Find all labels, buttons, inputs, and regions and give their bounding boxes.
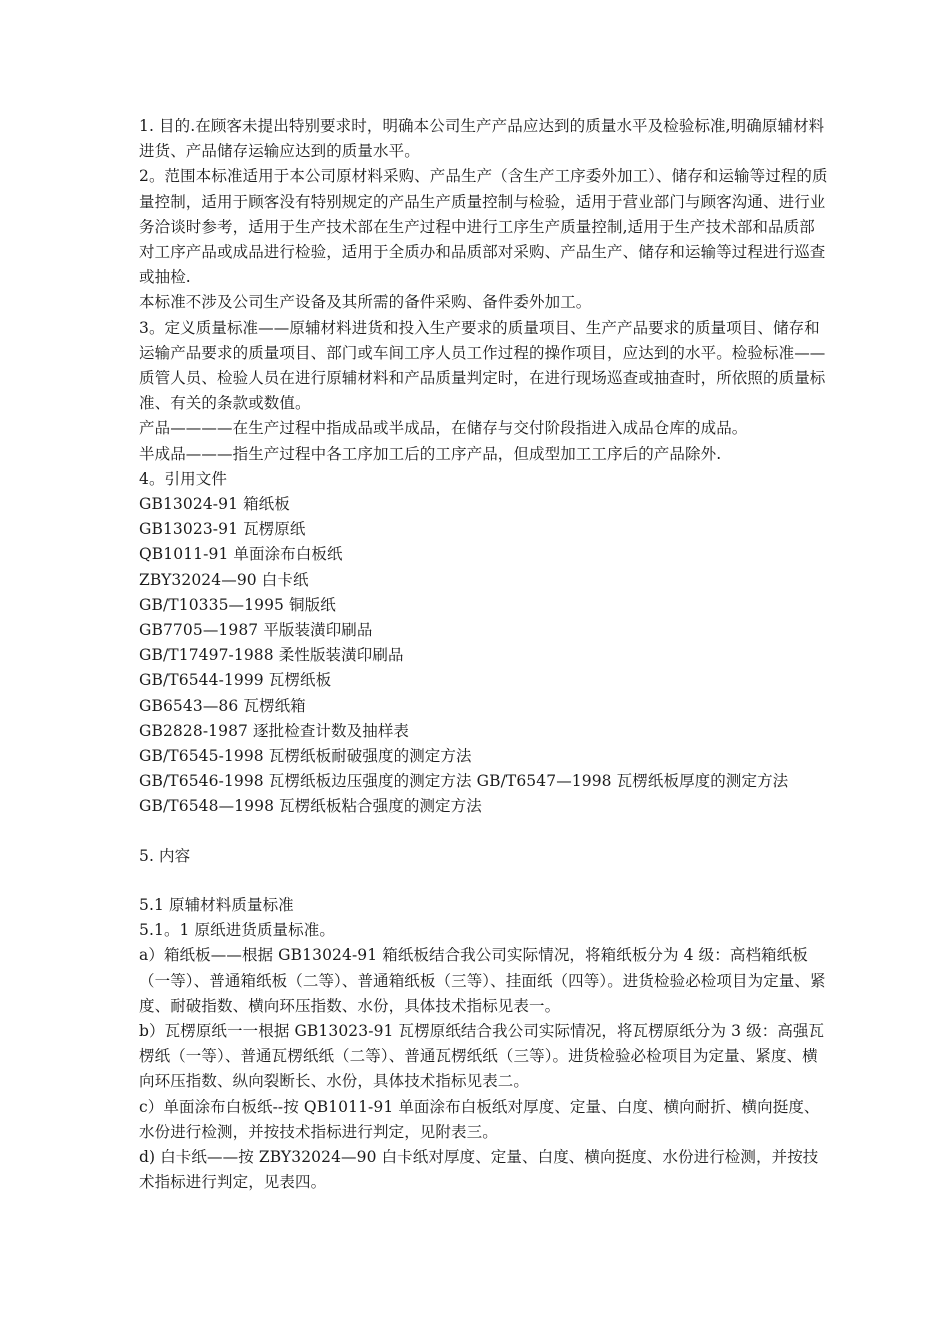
reference-item: GB13024-91 箱纸板 [139, 495, 290, 514]
item-b-corrugating-paper: b）瓦楞原纸一一根据 GB13023-91 瓦楞原纸结合我公司实际情况，将瓦楞原纸分为 3 级：高强瓦楞纸（一等）、普通瓦楞纸纸（二等）、普通瓦楞纸纸（三等）。进货检验必检项目为定量、紧度、横向环压指数、纵向裂断长、水份，具体技术指标见表二。 [139, 1021, 825, 1091]
reference-item: GB/T10335—1995 铜版纸 [139, 595, 336, 614]
reference-item: QB1011-91 单面涂布白板纸 [139, 545, 343, 564]
reference-item: GB2828-1987 逐批检查计数及抽样表 [139, 721, 410, 740]
reference-item: GB/T6546-1998 瓦楞纸板边压强度的测定方法 GB/T6547—1998 瓦楞纸板厚度的测定方法 [139, 772, 789, 791]
definition-semi-product: 半成品———指生产过程中各工序加工后的工序产品，但成型加工工序后的产品除外. [139, 444, 722, 463]
reference-item: GB/T17497-1988 柔性版装潢印刷品 [139, 646, 404, 665]
section-5-1-1-title: 5.1。1 原纸进货质量标准。 [139, 921, 335, 940]
reference-item: GB13023-91 瓦楞原纸 [139, 520, 306, 539]
reference-item: GB7705—1987 平版装潢印刷品 [139, 621, 373, 640]
section-4-title: 4。引用文件 [139, 469, 227, 488]
reference-item: ZBY32024—90 白卡纸 [139, 570, 309, 589]
section-5-title: 5. 内容 [139, 846, 191, 865]
reference-item: GB/T6545-1998 瓦楞纸板耐破强度的测定方法 [139, 747, 472, 766]
blank-line [139, 869, 829, 893]
definition-product: 产品————在生产过程中指成品或半成品，在储存与交付阶段指进入成品仓库的成品。 [139, 419, 748, 438]
item-a-paperboard: a）箱纸板——根据 GB13024-91 箱纸板结合我公司实际情况，将箱纸板分为 4 级：高档箱纸板（一等）、普通箱纸板（二等）、普通箱纸板（三等）、挂面纸（四等）。进货检验必检项目为定量、紧度、耐破指数、横向环压指数、水份，具体技术指标见表一。 [139, 946, 826, 1015]
reference-item: GB/T6548—1998 瓦楞纸板粘合强度的测定方法 [139, 797, 482, 816]
blank-line [139, 820, 829, 844]
section-2-scope: 2。范围本标准适用于本公司原材料采购、产品生产（含生产工序委外加工）、储存和运输等过程的质量控制，适用于顾客没有特别规定的产品生产质量控制与检验，适用于营业部门与顾客沟通、进行业务洽谈时参考，适用于生产技术部在生产过程中进行工序生产质量控制,适用于生产技术部和品质部对工序产品或成品进行检验，适用于全质办和品质部对采购、产品生产、储存和运输等过程进行巡查或抽检. [139, 167, 828, 287]
reference-item: GB6543—86 瓦楞纸箱 [139, 696, 306, 715]
section-3-definitions: 3。定义质量标准——原辅材料进货和投入生产要求的质量项目、生产产品要求的质量项目、储存和运输产品要求的质量项目、部门或车间工序人员工作过程的操作项目，应达到的水平。检验标准——质管人员、检验人员在进行原辅材料和产品质量判定时，在进行现场巡查或抽查时，所依照的质量标准、有关的条款或数值。 [139, 318, 826, 413]
item-d-white-card: d) 白卡纸——按 ZBY32024—90 白卡纸对厚度、定量、白度、横向挺度、水份进行检测，并按技术指标进行判定，见表四。 [139, 1147, 819, 1192]
section-2-note: 本标准不涉及公司生产设备及其所需的备件采购、备件委外加工。 [139, 293, 592, 312]
document-body [139, 114, 829, 1195]
section-1-purpose: 1. 目的.在顾客未提出特别要求时，明确本公司生产产品应达到的质量水平及检验标准,明确原辅材料进货、产品储存运输应达到的质量水平。 [139, 117, 825, 161]
item-c-coated-white-board: c）单面涂布白板纸--按 QB1011-91 单面涂布白板纸对厚度、定量、白度、横向耐折、横向挺度、水份进行检测，并按技术指标进行判定，见附表三。 [139, 1097, 820, 1141]
section-5-1-title: 5.1 原辅材料质量标准 [139, 895, 294, 914]
reference-item: GB/T6544-1999 瓦楞纸板 [139, 671, 332, 690]
